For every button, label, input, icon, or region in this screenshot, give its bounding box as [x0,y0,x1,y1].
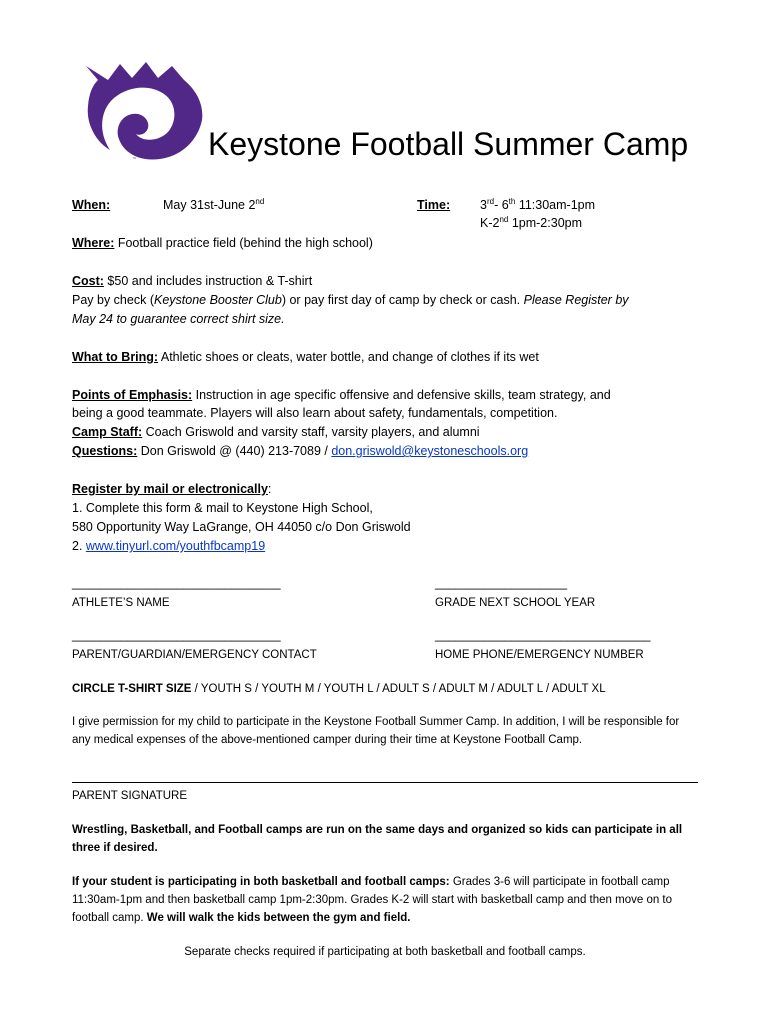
register-step-1: 1. Complete this form & mail to Keystone High School, [72,501,373,515]
register-link[interactable]: www.tinyurl.com/youthfbcamp19 [85,539,266,553]
cost-label: Cost: [72,274,104,288]
grade-blank[interactable]: ___________________ [435,576,568,590]
questions-label: Questions: [72,444,138,458]
shirt-size-label: CIRCLE T-SHIRT SIZE [72,683,192,695]
register-address: 580 Opportunity Way LaGrange, OH 44050 c/o Don Griswold [72,520,411,534]
time-line-1: 3rd- 6th 11:30am-1pm [480,196,596,212]
where-label: Where: [72,236,115,250]
shirt-size-line: CIRCLE T-SHIRT SIZE / YOUTH S / YOUTH M / YOUTH L / ADULT S / ADULT M / ADULT L / ADULT XL [72,683,606,695]
page-title: Keystone Football Summer Camp [208,126,689,162]
combined-camps-note: If your student is participating in both basketball and football camps: Grades 3-6 will participate in football camp 11:30am-1pm and then basketball camp 1pm-2:30pm. Grades K-2 will start with basketball camp and then move on to football camp. We will walk the kids between the gym and field. [72,876,673,924]
bring-line: What to Bring: Athletic shoes or cleats, water bottle, and change of clothes if its wet [72,350,539,364]
wildcat-logo [80,62,208,162]
cost-register-note: May 24 to guarantee correct shirt size. [72,312,285,326]
emphasis-line-1: Points of Emphasis: Instruction in age specific offensive and defensive skills, team strategy, and [72,388,611,402]
phone-blank[interactable]: _______________________________ [435,628,651,642]
staff-line: Camp Staff: Coach Griswold and varsity staff, varsity players, and alumni [72,425,480,439]
contact-email-link[interactable]: don.griswold@keystoneschools.org [331,444,529,458]
cost-payment-line: Pay by check (Keystone Booster Club) or pay first day of camp by check or cash. Please Register by [72,293,629,307]
where-line: Where: Football practice field (behind the high school) [72,236,373,250]
wildcat-head-shape [86,62,202,160]
register-heading: Register by mail or electronically: [72,482,272,496]
phone-label: HOME PHONE/EMERGENCY NUMBER [435,649,644,661]
permission-text: I give permission for my child to participate in the Keystone Football Summer Camp. In addition, I will be responsible for any medical expenses of the above-mentioned camper during their time at Keystone Football Camp. [72,716,680,746]
parent-contact-blank[interactable]: ______________________________ [72,628,281,642]
time-line-2: K-2nd 1pm-2:30pm [480,214,583,230]
parent-contact-label: PARENT/GUARDIAN/EMERGENCY CONTACT [72,649,317,661]
staff-label: Camp Staff: [72,425,143,439]
grade-label: GRADE NEXT SCHOOL YEAR [435,597,596,609]
time-label: Time: [417,198,451,212]
when-label: When: [72,198,111,212]
emphasis-line-2: being a good teammate. Players will also learn about safety, fundamentals, competition. [72,406,558,420]
athlete-name-blank[interactable]: ______________________________ [72,576,281,590]
athlete-name-label: ATHLETE’S NAME [72,597,170,609]
when-value: May 31st-June 2nd [163,196,265,212]
signature-label: PARENT SIGNATURE [72,790,188,802]
bring-label: What to Bring: [72,350,159,364]
trademark-symbol: ™ [132,157,137,162]
questions-line: Questions: Don Griswold @ (440) 213-7089 / don.griswold@keystoneschools.org [72,444,529,458]
camps-note: Wrestling, Basketball, and Football camps are run on the same days and organized so kids can participate in all three if desired. [72,824,683,854]
register-step-2: 2. www.tinyurl.com/youthfbcamp19 [72,539,266,553]
cost-line: Cost: $50 and includes instruction & T-shirt [72,274,313,288]
footer-note: Separate checks required if participating at both basketball and football camps. [184,946,586,958]
signature-line[interactable] [72,782,698,783]
emphasis-label: Points of Emphasis: [72,388,193,402]
